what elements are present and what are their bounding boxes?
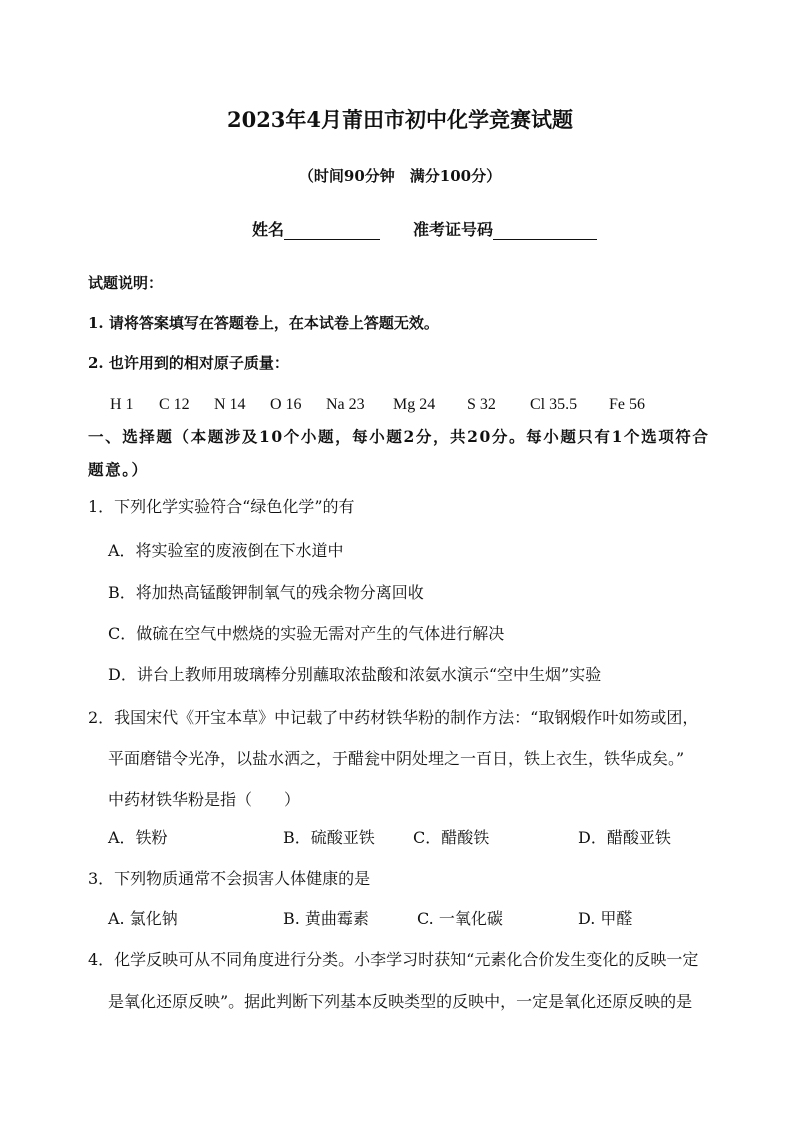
section-heading: 一、选择题（本题涉及10个小题，每小题2分，共20分。每小题只有1个选项符合 — [88, 427, 710, 446]
atomic-mass: C 12 — [159, 396, 190, 413]
section-heading-cont: 题意。） — [88, 460, 149, 479]
atomic-mass: O 16 — [270, 396, 302, 413]
instructions-heading: 试题说明： — [88, 274, 164, 292]
option-a: A．将实验室的废液倒在下水道中 — [108, 541, 344, 560]
instruction-item: 2. 也许用到的相对原子质量： — [88, 354, 289, 372]
question-stem-cont: 平面磨错令光净，以盐水洒之，于醋瓮中阴处埋之一百日，铁上衣生，铁华成矣。” — [108, 749, 685, 768]
atomic-mass: Cl 35.5 — [530, 396, 578, 413]
option-d: D. 甲醛 — [578, 909, 633, 928]
question-stem: 4．化学反映可从不同角度进行分类。小李学习时获知“元素化合价发生变化的反映一定 — [88, 950, 699, 969]
question-stem-cont: 是氧化还原反映”。据此判断下列基本反映类型的反映中，一定是氧化还原反映的是 — [108, 992, 693, 1011]
option-d: D．醋酸亚铁 — [578, 828, 671, 847]
instruction-item: 1. 请将答案填写在答题卷上，在本试卷上答题无效。 — [88, 314, 439, 332]
exam-id-blank — [493, 221, 597, 240]
atomic-mass: Mg 24 — [393, 396, 436, 413]
name-field — [252, 220, 380, 240]
option-a: A．铁粉 — [108, 828, 168, 847]
question-stem-cont: 中药材铁华粉是指（ ） — [108, 790, 301, 809]
page-subtitle: （时间90分钟 满分100分） — [298, 167, 502, 185]
option-b: B．将加热高锰酸钾制氧气的残余物分离回收 — [108, 583, 424, 602]
atomic-mass: N 14 — [214, 396, 246, 413]
option-c: C．醋酸铁 — [413, 828, 490, 847]
question-stem: 1．下列化学实验符合“绿色化学”的有 — [88, 497, 355, 516]
option-d: D．讲台上教师用玻璃棒分别蘸取浓盐酸和浓氨水演示“空中生烟”实验 — [108, 665, 602, 684]
atomic-mass: Na 23 — [326, 396, 365, 413]
atomic-mass: H 1 — [110, 396, 134, 413]
name-blank — [284, 221, 380, 240]
option-c: C. 一氧化碳 — [417, 909, 503, 928]
atomic-mass: S 32 — [467, 396, 496, 413]
option-b: B．硫酸亚铁 — [283, 828, 375, 847]
question-stem: 2．我国宋代《开宝本草》中记载了中药材铁华粉的制作方法：“取钢煅作叶如笏或团， — [88, 708, 699, 727]
exam-id-label: 准考证号码 — [413, 220, 494, 239]
option-b: B. 黄曲霉素 — [283, 909, 369, 928]
exam-id-field — [413, 220, 597, 240]
option-c: C．做硫在空气中燃烧的实验无需对产生的气体进行解决 — [108, 624, 505, 643]
option-a: A. 氯化钠 — [108, 909, 178, 928]
page-title: 2023年4月莆田市初中化学竞赛试题 — [226, 107, 574, 132]
question-stem: 3．下列物质通常不会损害人体健康的是 — [88, 869, 371, 888]
atomic-mass: Fe 56 — [609, 396, 645, 413]
name-label: 姓名 — [252, 220, 285, 239]
